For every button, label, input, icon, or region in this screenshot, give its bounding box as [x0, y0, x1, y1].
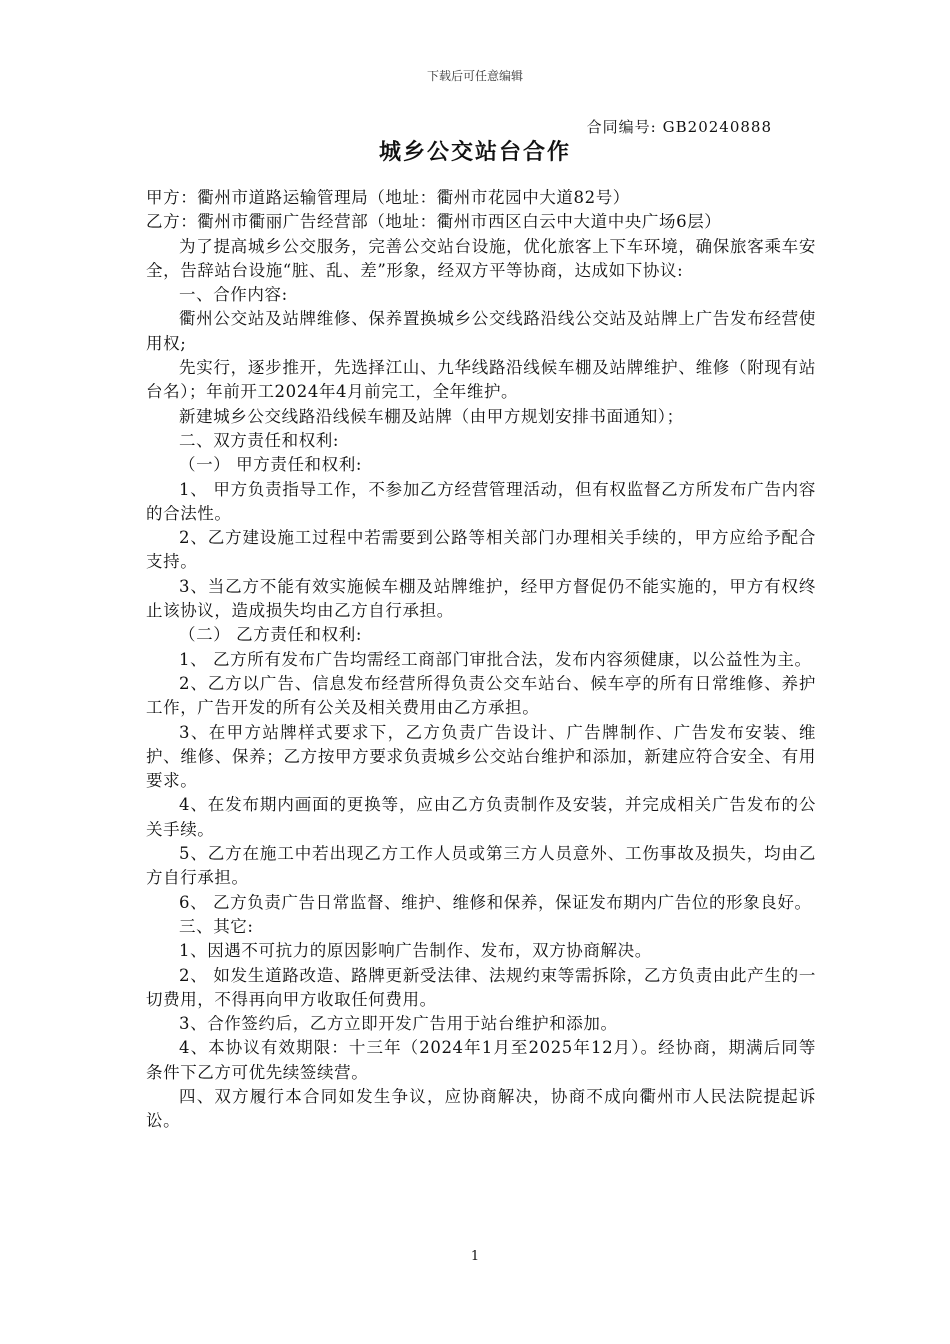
header-note: 下载后可任意编辑 — [426, 69, 523, 83]
contract-number-value: GB20240888 — [662, 118, 772, 136]
subsection-heading-party-a: （一） 甲方责任和权利: — [179, 455, 363, 475]
party-b-clause-3: 3、在甲方站牌样式要求下，乙方负责广告设计、广告牌制作、广告发布安装、维护、维修、保养；乙方按甲方要求负责城乡公交站台维护和添加，新建应符合安全、有用要求。 — [146, 722, 816, 791]
party-a-line: 甲方：衢州市道路运输管理局（地址：衢州市花园中大道82号） — [146, 188, 630, 207]
other-clause-2: 2、 如发生道路改造、路牌更新受法律、法规约束等需拆除，乙方负责由此产生的一切费用，不得再向甲方收取任何费用。 — [146, 965, 816, 1009]
party-a-clause-3: 3、当乙方不能有效实施候车棚及站牌维护，经甲方督促仍不能实施的，甲方有权终止该协议，造成损失均由乙方自行承担。 — [146, 576, 816, 621]
document-title: 城乡公交站台合作 — [378, 139, 571, 165]
party-b-clause-5: 5、乙方在施工中若出现乙方工作人员或第三方人员意外、工伤事故及损失，均由乙方自行承担。 — [146, 844, 816, 888]
other-clause-4: 4、本协议有效期限：十三年（2024年1月至2025年12月）。经协商，期满后同等条件下乙方可优先续签续营。 — [146, 1038, 816, 1082]
section-heading-responsibilities: 二、双方责任和权利: — [179, 430, 340, 450]
party-b-clause-6: 6、 乙方负责广告日常监督、维护、维修和保养，保证发布期内广告位的形象良好。 — [179, 892, 812, 912]
cooperation-item-1: 衢州公交站及站牌维修、保养置换城乡公交线路沿线公交站及站牌上广告发布经营使用权; — [146, 309, 816, 353]
contract-number — [587, 116, 772, 137]
party-b-clause-4: 4、在发布期内画面的更换等，应由乙方负责制作及安装，并完成相关广告发布的公关手续。 — [146, 795, 816, 839]
other-clause-3: 3、合作签约后，乙方立即开发广告用于站台维护和添加。 — [179, 1014, 618, 1034]
document-body — [146, 186, 816, 1134]
party-b-line: 乙方：衢州市衢丽广告经营部（地址：衢州市西区白云中大道中央广场6层） — [146, 212, 722, 232]
other-clause-1: 1、因遇不可抗力的原因影响广告制作、发布，双方协商解决。 — [179, 941, 652, 961]
party-a-clause-2: 2、乙方建设施工过程中若需要到公路等相关部门办理相关手续的，甲方应给予配合支持。 — [146, 528, 816, 572]
section-dispute-resolution: 四、双方履行本合同如发生争议，应协商解决，协商不成向衢州市人民法院提起诉讼。 — [146, 1086, 816, 1131]
page-number: 1 — [470, 1249, 480, 1264]
preamble-paragraph: 为了提高城乡公交服务，完善公交站台设施，优化旅客上下车环境，确保旅客乘车安全，告辞站台设施“脏、乱、差”形象，经双方平等协商，达成如下协议: — [146, 236, 816, 280]
party-b-clause-1: 1、 乙方所有发布广告均需经工商部门审批合法，发布内容须健康，以公益性为主。 — [179, 649, 812, 669]
section-heading-other: 三、其它: — [179, 916, 254, 936]
section-heading-cooperation: 一、合作内容: — [179, 285, 288, 305]
party-a-clause-1: 1、 甲方负责指导工作，不参加乙方经营管理活动，但有权监督乙方所发布广告内容的合法性。 — [146, 479, 816, 523]
party-b-clause-2: 2、乙方以广告、信息发布经营所得负责公交车站台、候车亭的所有日常维修、养护工作，广告开发的所有公关及相关费用由乙方承担。 — [146, 673, 816, 718]
subsection-heading-party-b: （二） 乙方责任和权利: — [179, 625, 363, 645]
cooperation-item-3: 新建城乡公交线路沿线候车棚及站牌（由甲方规划安排书面通知）； — [179, 406, 684, 426]
contract-number-label: 合同编号: — [586, 118, 657, 136]
cooperation-item-2: 先实行，逐步推开，先选择江山、九华线路沿线候车棚及站牌维护、维修（附现有站台名）；年前开工2024年4月前完工，全年维护。 — [146, 358, 816, 402]
